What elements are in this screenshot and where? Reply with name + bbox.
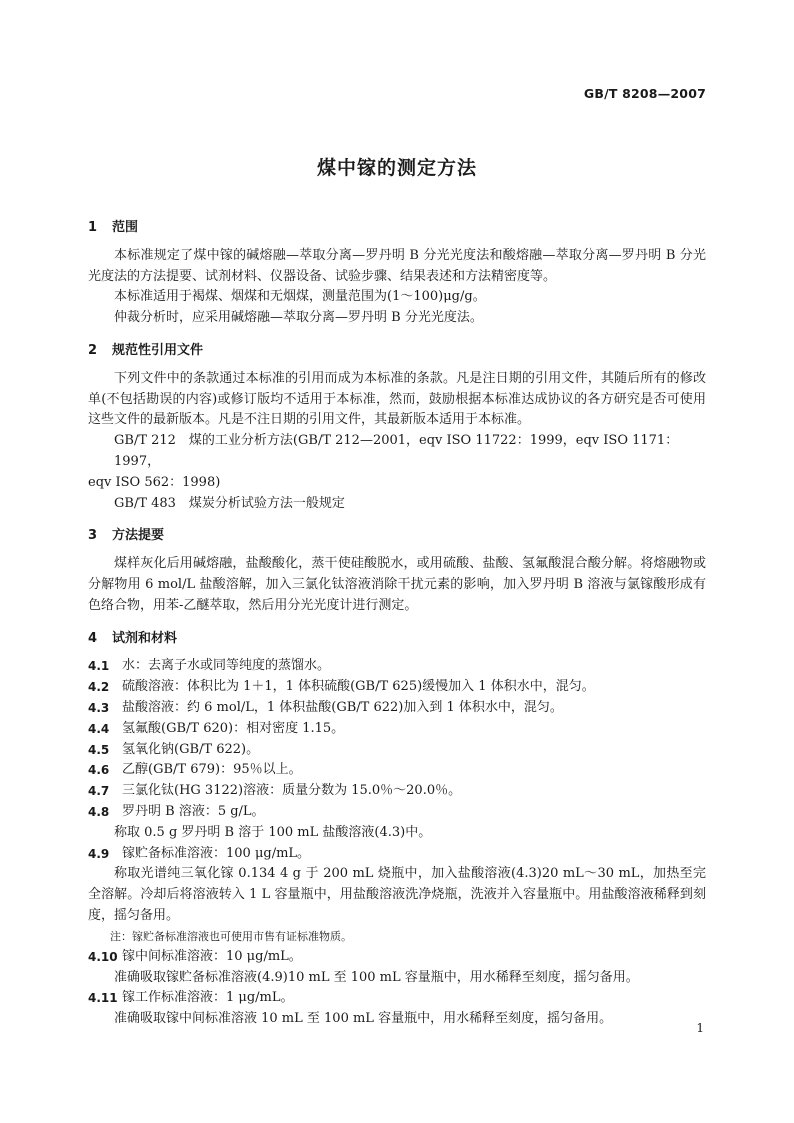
section-title: 规范性引用文件 [112, 342, 204, 358]
item-text: 氢氧化钠(GB/T 622)。 [122, 741, 260, 757]
item-description: 称取 0.5 g 罗丹明 B 溶于 100 mL 盐酸溶液(4.3)中。 [114, 824, 432, 840]
list-item [88, 844, 706, 865]
item-number: 4.4 [88, 721, 110, 736]
list-item [88, 760, 706, 781]
item-text: 硫酸溶液：体积比为 1＋1，1 体积硫酸(GB/T 625)缓慢加入 1 体积水中，混匀。 [122, 679, 595, 695]
list-item [88, 947, 706, 968]
section-number: 3 [88, 528, 98, 544]
item-text: 氢氟酸(GB/T 620)：相对密度 1.15。 [122, 720, 345, 736]
item-number: 4.2 [88, 680, 110, 695]
reference-item-continuation: eqv ISO 562：1998) [88, 474, 221, 490]
section-number: 4 [88, 630, 98, 646]
standard-number: GB/T 8208—2007 [583, 86, 706, 101]
section-title: 范围 [112, 220, 139, 235]
section-number: 1 [88, 220, 98, 235]
item-number: 4.6 [88, 763, 110, 778]
list-item [88, 802, 706, 823]
item-description: 准确吸取镓中间标准溶液 10 mL 至 100 mL 容量瓶中，用水稀释至刻度，摇匀备用。 [114, 1011, 613, 1027]
item-description: 称取光谱纯三氧化镓 0.134 4 g 于 200 mL 烧瓶中，加入盐酸溶液(4.3)20 mL～30 mL，加热至完全溶解。冷却后将溶液转入 1 L 容量瓶中，用盐酸溶液洗净烧瓶，洗液并入容量瓶中。用盐酸溶液稀释到刻度，摇匀备用。 [88, 866, 706, 923]
list-item [88, 656, 706, 677]
paragraph: 本标准规定了煤中镓的碱熔融—萃取分离—罗丹明 B 分光光度法和酸熔融—萃取分离—罗丹明 B 分光光度法的方法提要、试剂材料、仪器设备、试验步骤、结果表述和方法精密度等。 [88, 247, 706, 284]
paragraph: 本标准适用于褐煤、烟煤和无烟煤，测量范围为(1～100)μg/g。 [114, 289, 486, 305]
document-body [88, 218, 706, 1030]
item-text: 镓贮备标准溶液：100 μg/mL。 [122, 845, 311, 861]
list-item [88, 781, 706, 802]
list-item [88, 698, 706, 719]
item-number: 4.1 [88, 659, 110, 674]
section-heading-reagents [88, 629, 706, 650]
item-text: 乙醇(GB/T 679)：95％以上。 [122, 762, 302, 778]
item-text: 镓工作标准溶液：1 μg/mL。 [122, 990, 294, 1006]
item-number: 4.5 [88, 742, 110, 757]
item-number: 4.9 [88, 846, 110, 861]
item-text: 三氯化钛(HG 3122)溶液：质量分数为 15.0％～20.0％。 [122, 783, 462, 799]
item-text: 罗丹明 B 溶液：5 g/L。 [122, 803, 265, 819]
document-title: 煤中镓的测定方法 [316, 157, 477, 179]
item-number: 4.11 [88, 991, 118, 1006]
item-text: 盐酸溶液：约 6 mol/L，1 体积盐酸(GB/T 622)加入到 1 体积水中，混匀。 [122, 699, 563, 715]
paragraph: 仲裁分析时，应采用碱熔融—萃取分离—罗丹明 B 分光光度法。 [114, 310, 483, 326]
section-heading-principle [88, 526, 706, 547]
note: 注：镓贮备标准溶液也可使用市售有证标准物质。 [110, 929, 352, 943]
item-text: 镓中间标准溶液：10 μg/mL。 [122, 948, 302, 964]
list-item [88, 988, 706, 1009]
section-number: 2 [88, 342, 98, 358]
item-description: 准确吸取镓贮备标准溶液(4.9)10 mL 至 100 mL 容量瓶中，用水稀释至刻度，摇匀备用。 [114, 969, 639, 985]
section-heading-normative-references [88, 341, 706, 362]
section-title: 试剂和材料 [112, 630, 178, 646]
paragraph: 煤样灰化后用碱熔融，盐酸酸化，蒸干使硅酸脱水，或用硫酸、盐酸、氢氟酸混合酸分解。将熔融物或分解物用 6 mol/L 盐酸溶解，加入三氯化钛溶液消除干扰元素的影响，加入罗丹明 B 溶液与氯镓酸形成有色络合物，用苯-乙醚萃取，然后用分光光度计进行测定。 [88, 556, 706, 613]
page-number: 1 [696, 1021, 704, 1035]
paragraph: 下列文件中的条款通过本标准的引用而成为本标准的条款。凡是注日期的引用文件，其随后所有的修改单(不包括勘误的内容)或修订版均不适用于本标准，然而，鼓励根据本标准达成协议的各方研究是否可使用这些文件的最新版本。凡是不注日期的引用文件，其最新版本适用于本标准。 [88, 370, 706, 428]
item-text: 水：去离子水或同等纯度的蒸馏水。 [122, 658, 331, 674]
reference-item: GB/T 212 煤的工业分析方法(GB/T 212—2001，eqv ISO 11722：1999，eqv ISO 1171：1997， [114, 433, 679, 469]
item-number: 4.10 [88, 949, 118, 964]
item-number: 4.3 [88, 700, 110, 715]
section-title: 方法提要 [112, 528, 165, 544]
reference-item: GB/T 483 煤炭分析试验方法一般规定 [114, 495, 345, 511]
list-item [88, 677, 706, 698]
item-number: 4.7 [88, 784, 110, 799]
item-number: 4.8 [88, 804, 110, 819]
list-item [88, 740, 706, 761]
section-heading-scope [88, 218, 706, 239]
list-item [88, 719, 706, 740]
